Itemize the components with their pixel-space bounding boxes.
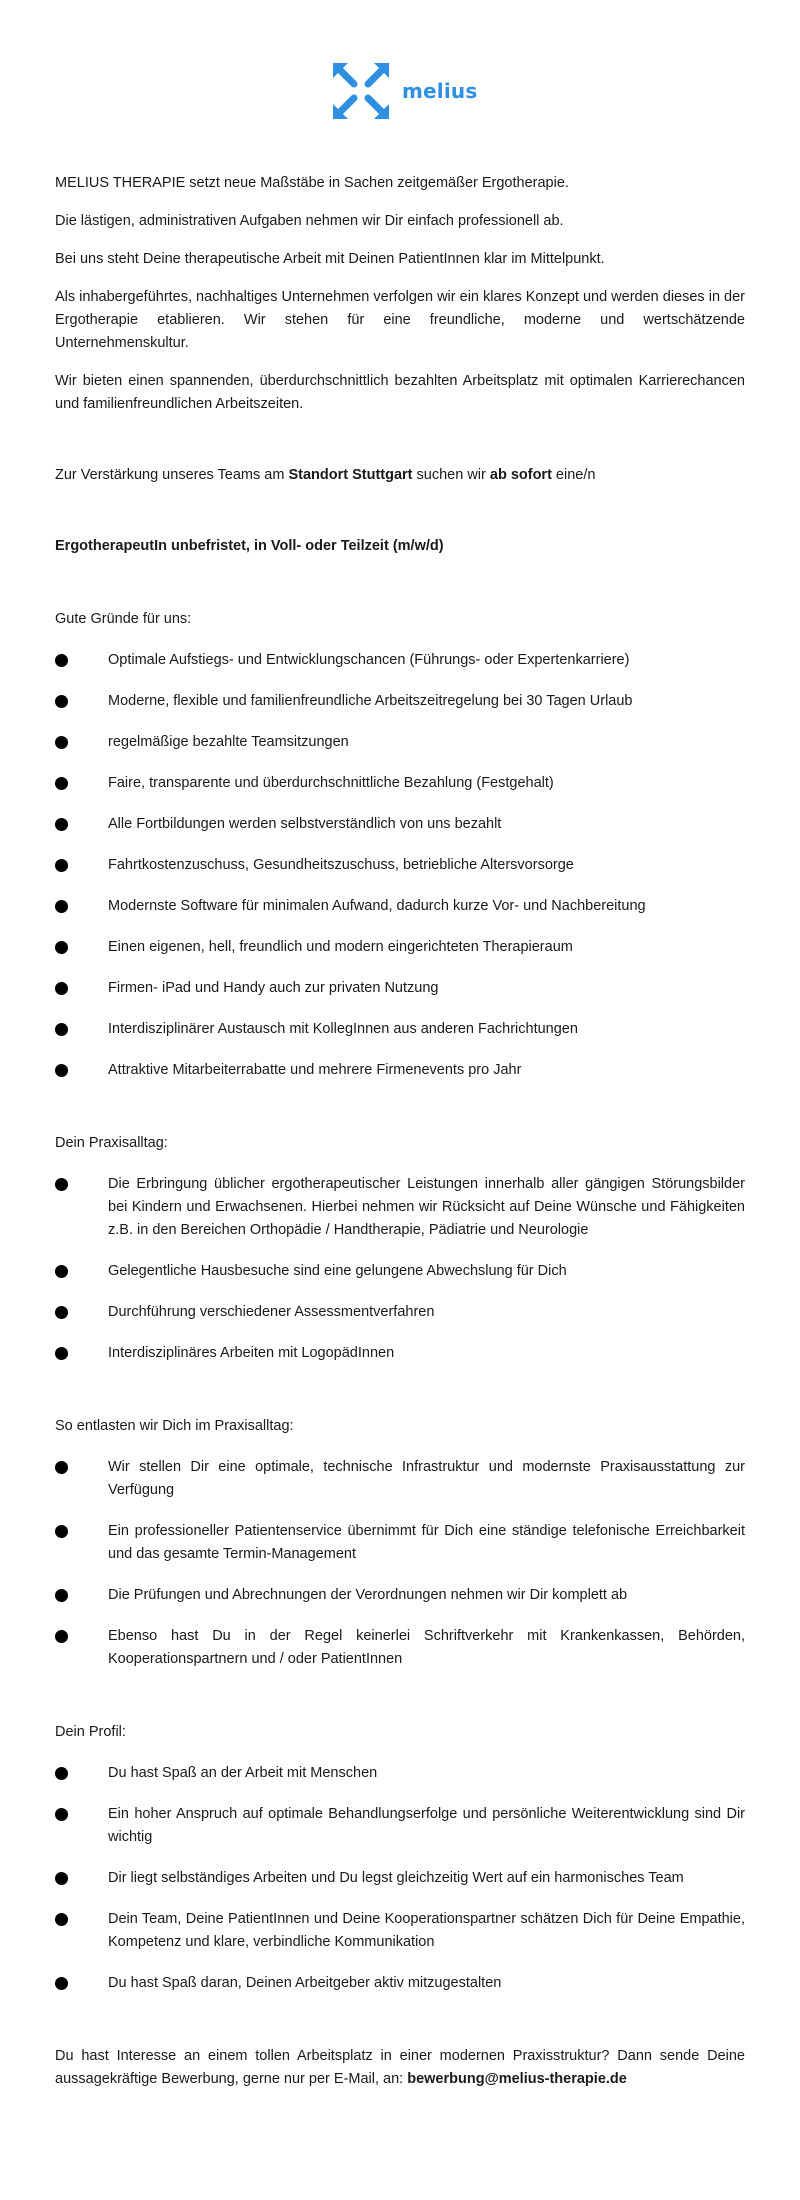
bullet-icon [55,1347,68,1360]
posting-content [55,172,745,2091]
list-item-text: Ebenso hast Du in der Regel keinerlei Schriftverkehr mit Krankenkassen, Behörden, Kooperationspartnern und / oder PatientInnen [108,1628,745,1667]
list-item-text: Fahrtkostenzuschuss, Gesundheitszuschuss, betriebliche Altersvorsorge [108,857,574,873]
intro-paragraph: Die lästigen, administrativen Aufgaben nehmen wir Dir einfach professionell ab. [55,213,564,229]
list-item [55,1260,745,1283]
intro-paragraph: MELIUS THERAPIE setzt neue Maßstäbe in Sachen zeitgemäßer Ergotherapie. [55,175,569,191]
bullet-icon [55,1630,68,1643]
list-item-text: Ein professioneller Patientenservice übernimmt für Dich eine ständige telefonische Erreichbarkeit und das gesamte Termin-Management [108,1523,745,1562]
bullet-icon [55,695,68,708]
bullet-icon [55,1913,68,1926]
list-item [55,690,745,713]
bullet-icon [55,941,68,954]
relief-list [55,1456,745,1671]
location-post: eine/n [551,467,596,483]
list-item [55,1803,745,1849]
profile-title: Dein Profil: [55,1724,126,1740]
list-item [55,772,745,795]
closing-paragraph [55,2045,745,2091]
list-item-text: Die Erbringung üblicher ergotherapeutischer Leistungen innerhalb aller gängigen Störungsbilder bei Kindern und Erwachsenen. Hierbei nehmen wir Rücksicht auf Deine Wünsche und Fähigkeiten z.B. in den Bereichen Orthopädie / Handtherapie, Pädiatrie und Neurologie [108,1176,745,1238]
bullet-icon [55,654,68,667]
bullet-icon [55,736,68,749]
list-item-text: Interdisziplinäres Arbeiten mit LogopädInnen [108,1345,395,1361]
list-item-text: Ein hoher Anspruch auf optimale Behandlungserfolge und persönliche Weiterentwicklung sind Dir wichtig [108,1806,745,1845]
intro-section [55,172,745,416]
list-item [55,1762,745,1785]
bullet-icon [55,859,68,872]
bullet-icon [55,777,68,790]
list-item-text: Wir stellen Dir eine optimale, technische Infrastruktur und modernste Praxisausstattung zur Verfügung [108,1459,745,1498]
list-item [55,936,745,959]
list-item [55,1018,745,1041]
bullet-icon [55,1872,68,1885]
location-pre: Zur Verstärkung unseres Teams am [55,467,289,483]
location-start: ab sofort [489,467,552,483]
bullet-icon [55,1808,68,1821]
list-item [55,1625,745,1671]
list-item-text: Modernste Software für minimalen Aufwand, dadurch kurze Vor- und Nachbereitung [108,898,646,914]
list-item [55,1059,745,1082]
list-item-text: Firmen- iPad und Handy auch zur privaten Nutzung [108,980,439,996]
list-item [55,1908,745,1954]
job-title: ErgotherapeutIn unbefristet, in Voll- oder Teilzeit (m/w/d) [55,538,444,554]
list-item [55,649,745,672]
list-item [55,731,745,754]
bullet-icon [55,818,68,831]
list-item-text: Durchführung verschiedener Assessmentverfahren [108,1304,435,1320]
bullet-icon [55,1525,68,1538]
closing-text: Du hast Interesse an einem tollen Arbeitsplatz in einer modernen Praxisstruktur? Dann sende Deine aussagekräftige Bewerbung, gerne nur per E-Mail, an: [55,2048,745,2087]
list-item [55,1520,745,1566]
daily-title: Dein Praxisalltag: [55,1135,168,1151]
bullet-icon [55,1265,68,1278]
bullet-icon [55,1977,68,1990]
list-item [55,1584,745,1607]
list-item-text: Alle Fortbildungen werden selbstverständlich von uns bezahlt [108,816,502,832]
list-item [55,1456,745,1502]
melius-logo-icon [328,58,394,124]
bullet-icon [55,1064,68,1077]
intro-paragraph: Bei uns steht Deine therapeutische Arbeit mit Deinen PatientInnen klar im Mittelpunkt. [55,251,605,267]
list-item [55,1972,745,1995]
bullet-icon [55,982,68,995]
list-item-text: Faire, transparente und überdurchschnittliche Bezahlung (Festgehalt) [108,775,554,791]
location-line [55,464,745,487]
list-item-text: Dir liegt selbständiges Arbeiten und Du legst gleichzeitig Wert auf ein harmonisches Team [108,1870,684,1886]
list-item-text: Interdisziplinärer Austausch mit KollegInnen aus anderen Fachrichtungen [108,1021,578,1037]
intro-paragraph: Wir bieten einen spannenden, überdurchschnittlich bezahlten Arbeitsplatz mit optimalen Karrierechancen und familienfreundlichen Arbeitszeiten. [55,373,745,412]
reasons-list [55,649,745,1082]
list-item [55,1342,745,1365]
profile-list [55,1762,745,1995]
list-item-text: Optimale Aufstiegs- und Entwicklungschancen (Führungs- oder Expertenkarriere) [108,652,630,668]
logo-wordmark: melius [402,78,478,103]
daily-list [55,1173,745,1365]
application-email[interactable]: bewerbung@melius-therapie.de [407,2071,627,2087]
bullet-icon [55,1023,68,1036]
bullet-icon [55,1178,68,1191]
location-city: Standort Stuttgart [288,467,413,483]
bullet-icon [55,900,68,913]
list-item [55,1301,745,1324]
bullet-icon [55,1767,68,1780]
list-item-text: regelmäßige bezahlte Teamsitzungen [108,734,349,750]
reasons-title: Gute Gründe für uns: [55,611,192,627]
list-item-text: Einen eigenen, hell, freundlich und modern eingerichteten Therapieraum [108,939,573,955]
melius-logo [328,58,477,124]
list-item-text: Dein Team, Deine PatientInnen und Deine Kooperationspartner schätzen Dich für Deine Empathie, Kompetenz und klare, verbindliche Kommunikation [108,1911,745,1950]
list-item [55,977,745,1000]
list-item [55,895,745,918]
list-item-text: Du hast Spaß an der Arbeit mit Menschen [108,1765,378,1781]
list-item [55,813,745,836]
list-item-text: Die Prüfungen und Abrechnungen der Verordnungen nehmen wir Dir komplett ab [108,1587,628,1603]
bullet-icon [55,1589,68,1602]
list-item [55,1867,745,1890]
intro-paragraph: Als inhabergeführtes, nachhaltiges Unternehmen verfolgen wir ein klares Konzept und werden dieses in der Ergotherapie etablieren. Wir stehen für eine freundliche, moderne und wertschätzende Unternehmenskultur. [55,289,745,351]
list-item-text: Du hast Spaß daran, Deinen Arbeitgeber aktiv mitzugestalten [108,1975,502,1991]
list-item [55,1173,745,1242]
list-item-text: Gelegentliche Hausbesuche sind eine gelungene Abwechslung für Dich [108,1263,567,1279]
location-mid: suchen wir [412,467,490,483]
bullet-icon [55,1306,68,1319]
list-item [55,854,745,877]
bullet-icon [55,1461,68,1474]
list-item-text: Moderne, flexible und familienfreundliche Arbeitszeitregelung bei 30 Tagen Urlaub [108,693,633,709]
list-item-text: Attraktive Mitarbeiterrabatte und mehrere Firmenevents pro Jahr [108,1062,522,1078]
relief-title: So entlasten wir Dich im Praxisalltag: [55,1418,294,1434]
